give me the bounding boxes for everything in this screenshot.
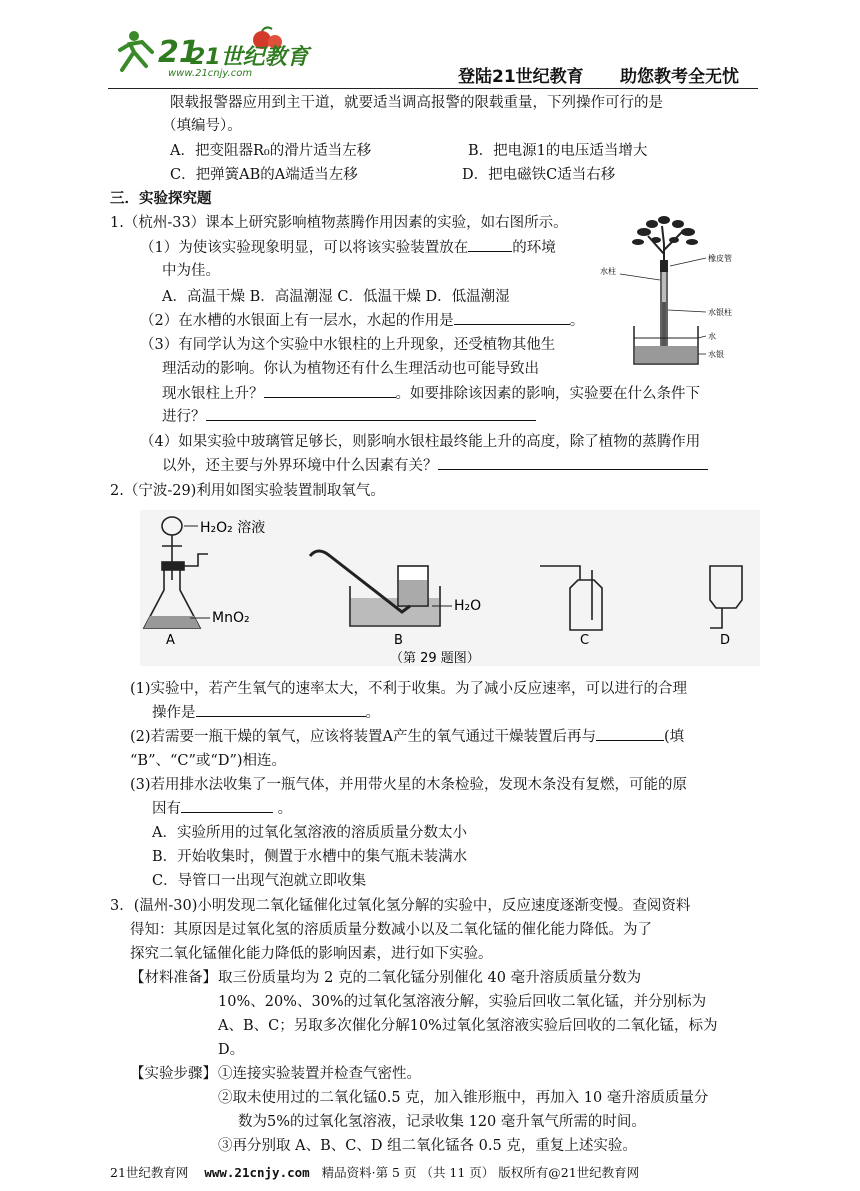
label-c: C	[580, 633, 590, 648]
q2-part1-b	[152, 702, 380, 724]
option-c: C．把弹簧AB的A端适当左移	[170, 167, 358, 183]
q1-part3-c	[162, 383, 700, 405]
q1-part1-options: A．高温干燥 B．高温潮湿 C．低温干燥 D．低温潮湿	[162, 289, 510, 305]
label-h2o2: H₂O₂ 溶液	[200, 520, 266, 536]
q1-part1-a	[140, 237, 556, 259]
q1-part3-a: （3）有同学认为这个实验中水银柱的上升现象，还受植物其他生	[140, 337, 556, 353]
q1-part2-blank[interactable]	[454, 310, 570, 325]
label-h2o: H₂O	[454, 598, 482, 614]
q2-part1-end: 。	[365, 705, 380, 721]
q1-part2	[140, 310, 584, 332]
option-b: B．把电源1的电压适当增大	[468, 143, 648, 159]
q2-part3-end: 。	[277, 801, 293, 817]
q1-part2-text: （2）在水槽的水银面上有一层水，水起的作用是	[140, 313, 454, 329]
q2-part3-blank[interactable]	[181, 798, 273, 813]
q1-part3-blank-1[interactable]	[264, 383, 396, 398]
q1-part1-text: （1）为使该实验现象明显，可以将该实验装置放在	[140, 240, 469, 256]
logo-brand-text: 21世纪教育	[190, 45, 309, 70]
q1-part1-text-end: 的环境	[512, 240, 556, 256]
q1-part3-b: 理活动的影响。你认为植物还有什么生理活动也可能导致出	[162, 361, 539, 377]
label-b: B	[394, 633, 403, 648]
q2-part1-blank[interactable]	[196, 702, 366, 717]
materials-line-3: A、B、C；另取多次催化分解10%过氧化氢溶液实验后回收的二氧化锰，标为	[218, 1018, 718, 1034]
q2-option-b: B．开始收集时，侧置于水槽中的集气瓶未装满水	[152, 849, 468, 865]
materials-line-1: 取三份质量均为 2 克的二氧化锰分别催化 40 毫升溶质质量分数为	[218, 970, 642, 986]
q2-part3-b	[152, 798, 292, 820]
q1-part3-c-text: 现水银柱上升？	[162, 386, 264, 402]
q2-part2-c: “B”、“C”或“D”)相连。	[130, 753, 287, 769]
materials-label: 【材料准备】	[130, 970, 217, 986]
q2-part2-a	[130, 726, 684, 748]
label-mercury: 水银	[708, 350, 724, 359]
option-d: D．把电磁铁C适当右移	[462, 167, 616, 183]
section-title: 三．实验探究题	[110, 190, 212, 207]
header-rule	[108, 88, 758, 89]
transpiration-apparatus-figure	[598, 214, 750, 376]
q2-option-a: A．实验所用的过氧化氢溶液的溶质质量分数太小	[152, 825, 467, 841]
label-rubber-tube: 橡皮管	[708, 254, 732, 263]
q2-option-c: C．导管口一出现气泡就立即收集	[152, 873, 367, 889]
step-2-a: ②取未使用过的二氧化锰0.5 克，加入锥形瓶中，再加入 10 毫升溶质质量分	[218, 1090, 709, 1106]
header-slogan-login: 登陆21世纪教育	[458, 67, 584, 87]
materials-line-4: D。	[218, 1042, 245, 1058]
footer-info: 精品资料·第 5 页 （共 11 页） 版权所有@21世纪教育网	[321, 1165, 640, 1180]
footer-url[interactable]: www.21cnjy.com	[204, 1165, 310, 1180]
svg-text:21: 21	[158, 35, 200, 70]
footer-site: 21世纪教育网	[110, 1165, 189, 1180]
q1-part2-end: 。	[569, 313, 585, 329]
q3-stem-2: 得知：其原因是过氧化氢的溶质质量分数减小以及二氧化锰的催化能力降低。为了	[130, 922, 652, 938]
q3-stem-3: 探究二氧化锰催化能力降低的影响因素，进行如下实验。	[130, 946, 493, 962]
logo-url: www.21cnjy.com	[168, 68, 253, 79]
label-mercury-column: 水银柱	[708, 308, 732, 317]
label-water: 水	[708, 332, 716, 341]
step-1: ①连接实验装置并检查气密性。	[218, 1066, 421, 1082]
q2-part1-a: (1)实验中，若产生氧气的速率太大，不利于收集。为了减小反应速率，可以进行的合理	[130, 681, 688, 697]
q1-part4-blank[interactable]	[438, 455, 708, 470]
q1-part4-b	[162, 455, 708, 477]
figure-caption: （第 29 题图）	[390, 651, 480, 666]
q1-part1-blank[interactable]	[468, 237, 512, 252]
q3-stem-1: 3．(温州-30)小明发现二氧化锰催化过氧化氢分解的实验中，反应速度逐渐变慢。查阅资料	[110, 898, 691, 914]
header-slogan-help: 助您教考全无忧	[620, 67, 739, 87]
q2-part3-a: (3)若用排水法收集了一瓶气体，并用带火星的木条检验，发现木条没有复燃，可能的原	[130, 777, 688, 793]
label-d: D	[720, 633, 731, 648]
oxygen-apparatus-figure	[140, 510, 760, 666]
steps-label: 【实验步骤】	[130, 1066, 217, 1082]
q2-part1-b-text: 操作是	[152, 705, 196, 721]
plant-branch-icon	[632, 216, 698, 266]
q1-part4-b-text: 以外，还主要与外界环境中什么因素有关？	[162, 458, 438, 474]
q2-part3-b-text: 因有	[152, 801, 181, 817]
label-a: A	[166, 633, 175, 648]
label-mno2: MnO₂	[212, 610, 250, 626]
q1-part3-blank-2[interactable]	[206, 406, 536, 421]
q2-part2-a-text: (2)若需要一瓶干燥的氧气，应该将装置A产生的氧气通过干燥装置后再与	[130, 729, 597, 745]
q1-stem: 1.（杭州-33）课本上研究影响植物蒸腾作用因素的实验，如右图所示。	[110, 215, 568, 231]
step-2-b: 数为5%的过氧化氢溶液，记录收集 120 毫升氧气所需的时间。	[238, 1114, 646, 1130]
q1-part4-a: （4）如果实验中玻璃管足够长，则影响水银柱最终能上升的高度，除了植物的蒸腾作用	[140, 434, 701, 450]
q1-part3-e	[162, 406, 536, 428]
q2-part2-blank[interactable]	[596, 726, 664, 741]
q1-part3-d-text: 。如要排除该因素的影响，实验要在什么条件下	[395, 386, 700, 402]
q1-part1-c: 中为佳。	[162, 263, 220, 279]
materials-line-2: 10%、20%、30%的过氧化氢溶液分解，实验后回收二氧化锰，并分别标为	[218, 994, 707, 1010]
q2-part2-b-text: (填	[664, 729, 685, 745]
footer	[110, 1162, 639, 1184]
intro-line-1: 限载报警器应用到主干道，就要适当调高报警的限载重量，下列操作可行的是	[170, 95, 663, 111]
q1-part3-e-text: 进行？	[162, 409, 206, 425]
step-3: ③再分别取 A、B、C、D 组二氧化锰各 0.5 克，重复上述实验。	[218, 1138, 637, 1154]
intro-line-2: （填编号）。	[162, 118, 242, 134]
label-water-column: 水柱	[600, 267, 616, 276]
q2-stem: 2.（宁波-29)利用如图实验装置制取氧气。	[110, 483, 385, 499]
option-a: A．把变阻器R₀的滑片适当左移	[170, 143, 372, 159]
